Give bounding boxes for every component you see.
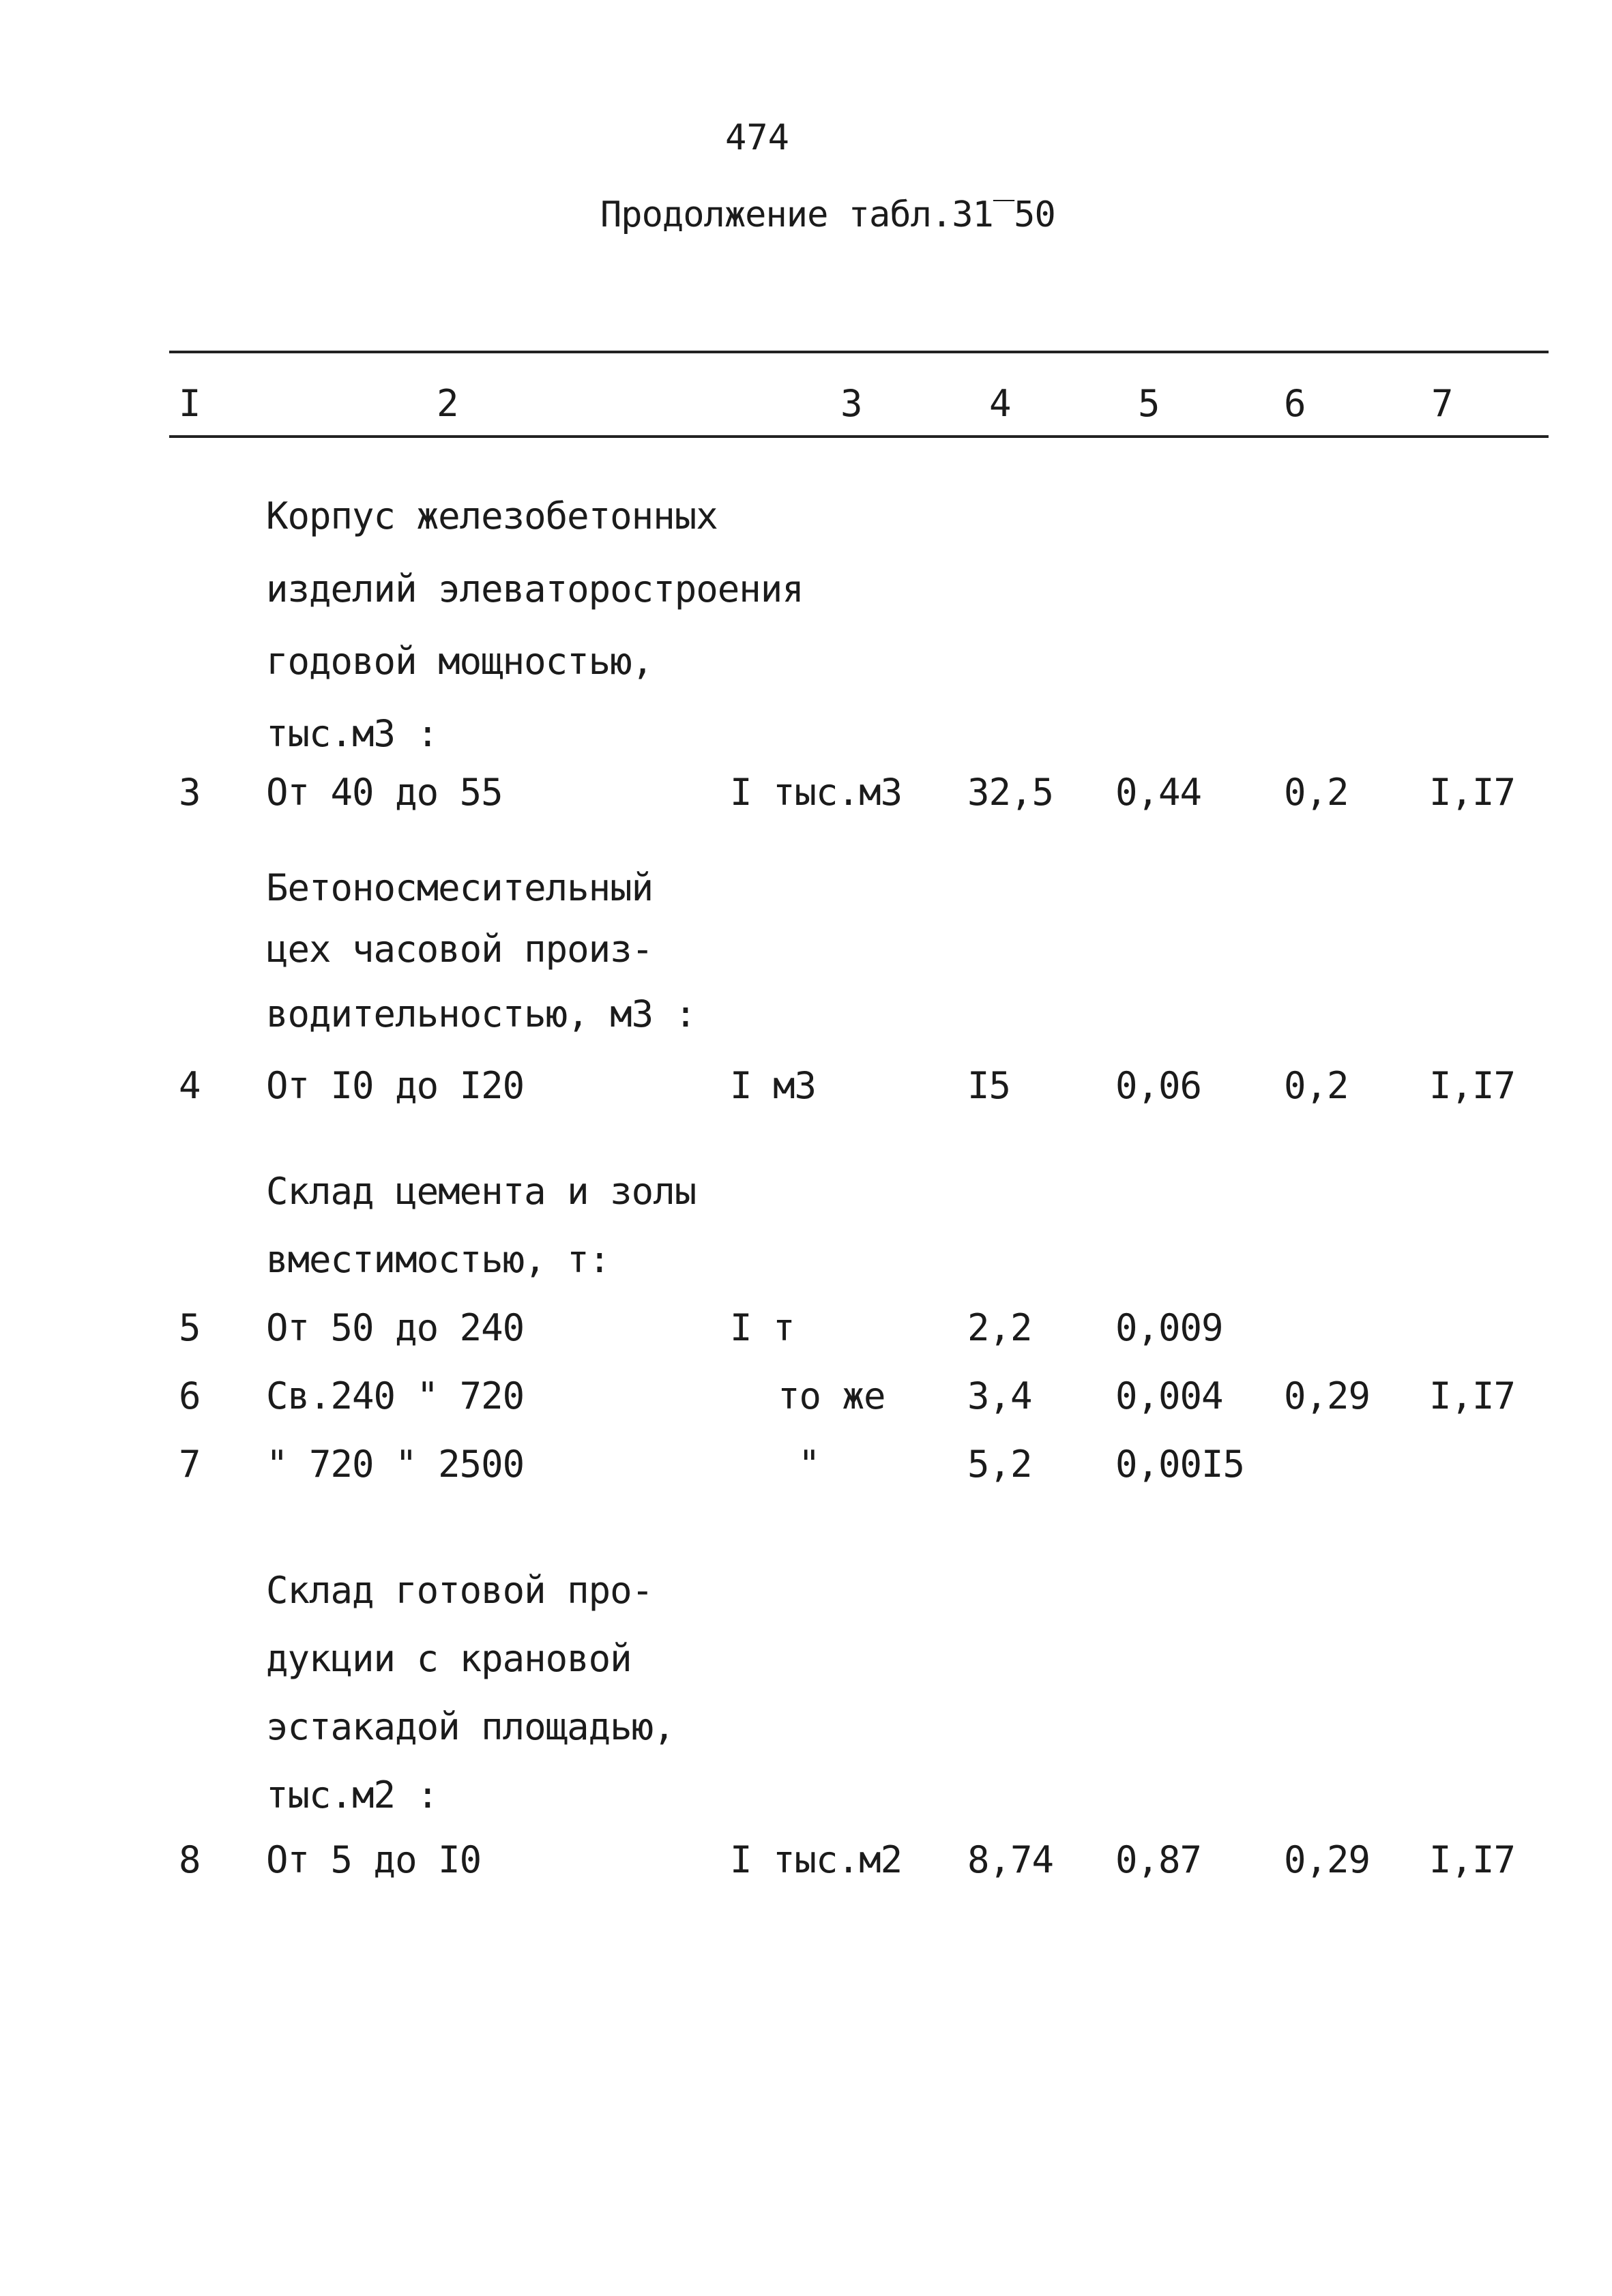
- row-col-4: 8,74: [967, 1838, 1054, 1881]
- group-heading-line: дукции с крановой: [266, 1637, 632, 1680]
- row-number: 3: [179, 771, 201, 814]
- group-heading-line: Склад готовой про-: [266, 1569, 654, 1612]
- row-col-5: 0,06: [1115, 1064, 1202, 1107]
- row-col-5: 0,009: [1115, 1306, 1223, 1349]
- row-unit: то же: [778, 1374, 885, 1417]
- group-heading-line: тыс.м2 :: [266, 1773, 439, 1816]
- row-col-7: I,I7: [1429, 1838, 1516, 1881]
- group-heading-line: цех часовой произ-: [266, 928, 654, 971]
- header-col-4: 4: [989, 382, 1012, 425]
- row-col-5: 0,44: [1115, 771, 1202, 814]
- row-description: От 5 до I0: [266, 1838, 482, 1881]
- row-description: От 50 до 240: [266, 1306, 525, 1349]
- group-heading-line: изделий элеваторостроения: [266, 568, 804, 610]
- row-col-4: I5: [967, 1064, 1011, 1107]
- row-col-6: 0,29: [1284, 1374, 1371, 1417]
- row-col-4: 3,4: [967, 1374, 1032, 1417]
- row-number: 6: [179, 1374, 201, 1417]
- row-number: 8: [179, 1838, 201, 1881]
- row-number: 4: [179, 1064, 201, 1107]
- row-unit: I м3: [730, 1064, 817, 1107]
- table-rule-bottom: [169, 435, 1549, 438]
- header-col-6: 6: [1284, 382, 1306, 425]
- header-col-3: 3: [840, 382, 863, 425]
- group-heading-line: эстакадой площадью,: [266, 1705, 675, 1748]
- row-unit: I тыс.м2: [730, 1838, 903, 1881]
- table-caption: Продолжение табл.31‾50: [600, 194, 1055, 235]
- row-col-6: 0,2: [1284, 1064, 1349, 1107]
- row-col-4: 2,2: [967, 1306, 1032, 1349]
- row-number: 7: [179, 1443, 201, 1486]
- group-heading-line: водительностью, м3 :: [266, 992, 697, 1035]
- row-col-6: 0,2: [1284, 771, 1349, 814]
- row-number: 5: [179, 1306, 201, 1349]
- row-description: От I0 до I20: [266, 1064, 525, 1107]
- row-col-5: 0,87: [1115, 1838, 1202, 1881]
- group-heading-line: вместимостью, т:: [266, 1238, 611, 1281]
- header-col-2: 2: [437, 382, 459, 425]
- group-heading-line: Склад цемента и золы: [266, 1170, 697, 1213]
- header-col-5: 5: [1138, 382, 1160, 425]
- group-heading-line: Бетоносмесительный: [266, 866, 654, 909]
- row-unit: ": [798, 1443, 820, 1486]
- row-col-5: 0,00I5: [1115, 1443, 1245, 1486]
- row-col-5: 0,004: [1115, 1374, 1223, 1417]
- header-col-7: 7: [1431, 382, 1454, 425]
- page-number: 474: [725, 117, 789, 158]
- row-col-7: I,I7: [1429, 771, 1516, 814]
- row-col-4: 32,5: [967, 771, 1054, 814]
- row-description: Св.240 " 720: [266, 1374, 525, 1417]
- group-heading-line: тыс.м3 :: [266, 712, 439, 755]
- table-rule-top: [169, 351, 1549, 353]
- group-heading-line: Корпус железобетонных: [266, 495, 718, 538]
- row-description: От 40 до 55: [266, 771, 503, 814]
- row-description: " 720 " 2500: [266, 1443, 525, 1486]
- group-heading-line: годовой мощностью,: [266, 640, 654, 683]
- row-col-7: I,I7: [1429, 1374, 1516, 1417]
- row-unit: I т: [730, 1306, 795, 1349]
- row-col-7: I,I7: [1429, 1064, 1516, 1107]
- row-unit: I тыс.м3: [730, 771, 903, 814]
- row-col-4: 5,2: [967, 1443, 1032, 1486]
- header-col-1: I: [179, 382, 201, 425]
- row-col-6: 0,29: [1284, 1838, 1371, 1881]
